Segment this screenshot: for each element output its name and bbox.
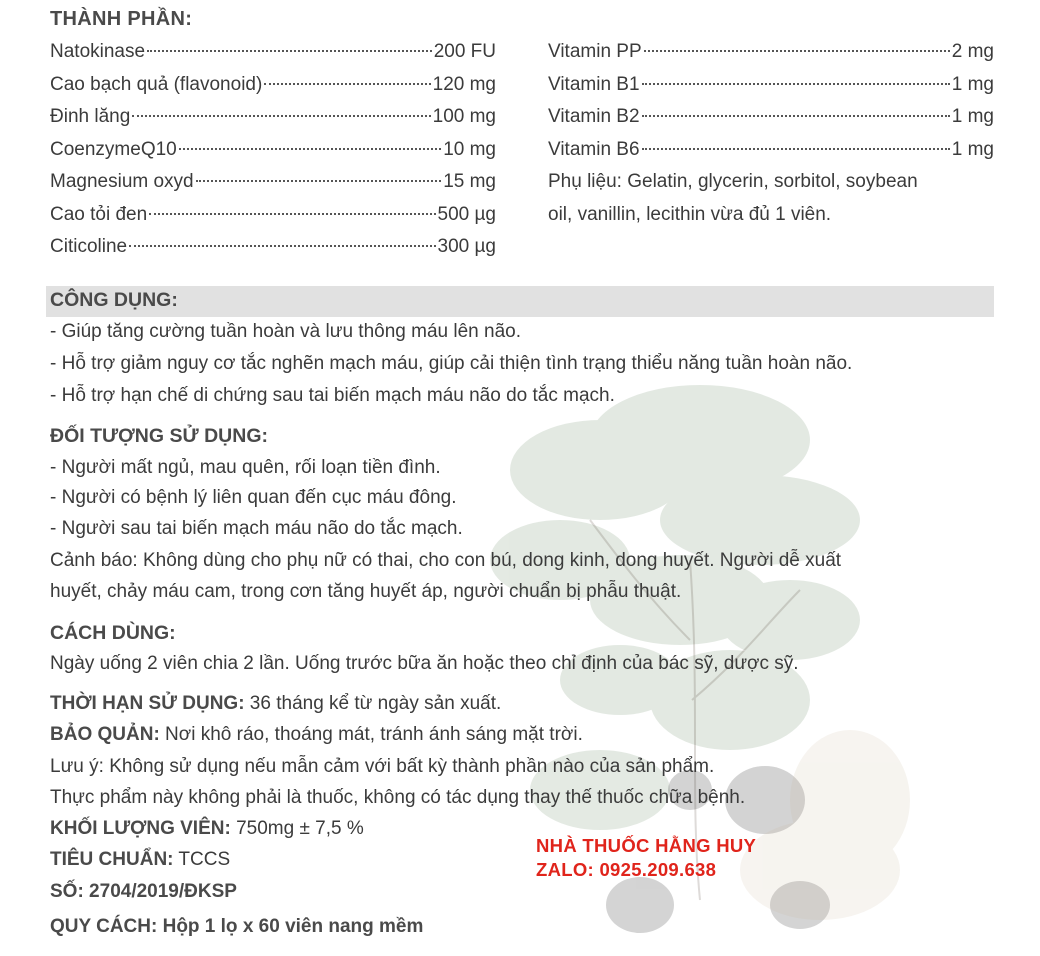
ingredient-row xyxy=(50,101,496,134)
users-item: - Người mất ngủ, mau quên, rối loạn tiền đình. xyxy=(50,457,441,478)
excipient-line: Phụ liệu: Gelatin, glycerin, sorbitol, soybean xyxy=(548,171,918,192)
excipient-line: oil, vanillin, lecithin vừa đủ 1 viên. xyxy=(548,203,832,225)
leader-dots xyxy=(129,245,435,247)
ingredient-name: Citicoline xyxy=(50,236,128,257)
ingredient-name: Cao bạch quả (flavonoid) xyxy=(50,73,263,95)
ingredient-amount: 100 mg xyxy=(432,106,496,127)
ingredient-name: Magnesium oxyd xyxy=(50,171,194,192)
ingredient-row xyxy=(548,36,994,69)
ingredient-amount: 120 mg xyxy=(432,73,496,95)
storage-value: Nơi khô ráo, thoáng mát, tránh ánh sáng mặt trời. xyxy=(159,724,583,745)
storage xyxy=(50,724,583,746)
leader-dots xyxy=(642,115,950,117)
capsule-weight-value: 750mg ± 7,5 % xyxy=(230,818,364,839)
ingredient-row xyxy=(548,134,994,167)
storage-label: BẢO QUẢN: xyxy=(50,724,160,745)
note-line: Thực phẩm này không phải là thuốc, không có tác dụng thay thế thuốc chữa bệnh. xyxy=(50,787,746,808)
ingredient-amount: 15 mg xyxy=(443,171,496,192)
ingredient-row xyxy=(50,199,496,232)
ingredient-row xyxy=(50,231,496,264)
uses-item: - Giúp tăng cường tuần hoàn và lưu thông máu lên não. xyxy=(50,321,521,342)
ingredient-amount: 300 µg xyxy=(437,236,496,257)
ingredient-name: Cao tỏi đen xyxy=(50,203,148,225)
pharmacy-zalo: ZALO: 0925.209.638 xyxy=(536,859,717,880)
ingredient-amount: 1 mg xyxy=(951,73,994,95)
uses-item: - Hỗ trợ giảm nguy cơ tắc nghẽn mạch máu, giúp cải thiện tình trạng thiểu năng tuần hoàn não. xyxy=(50,353,853,374)
ingredient-name: Vitamin B6 xyxy=(548,138,640,160)
ingredient-row xyxy=(50,69,496,102)
users-item: - Người sau tai biến mạch máu não do tắc mạch. xyxy=(50,518,463,539)
ingredient-amount: 10 mg xyxy=(443,138,496,160)
ingredients-right-column xyxy=(548,36,994,231)
ingredient-amount: 2 mg xyxy=(951,41,994,62)
leader-dots xyxy=(642,83,950,85)
standard-label: TIÊU CHUẨN: xyxy=(50,849,174,870)
ingredient-amount: 200 FU xyxy=(433,41,496,62)
ingredients-heading: THÀNH PHẦN: xyxy=(50,8,193,30)
dosage-heading: CÁCH DÙNG: xyxy=(50,622,176,644)
leader-dots xyxy=(179,148,441,150)
leader-dots xyxy=(264,83,430,85)
excipient-text xyxy=(548,166,998,231)
registration-number xyxy=(50,881,237,903)
packaging xyxy=(50,916,423,938)
users-heading: ĐỐI TƯỢNG SỬ DỤNG: xyxy=(50,425,268,447)
shelf-life-label: THỜI HẠN SỬ DỤNG: xyxy=(50,693,245,714)
ingredient-row xyxy=(50,134,496,167)
registration-label: SỐ: 2704/2019/ĐKSP xyxy=(50,881,237,902)
ingredient-amount: 500 µg xyxy=(437,203,496,225)
leader-dots xyxy=(196,180,442,182)
ingredient-row xyxy=(50,36,496,69)
capsule-weight-label: KHỐI LƯỢNG VIÊN: xyxy=(50,818,231,839)
standard xyxy=(50,849,230,871)
ingredient-row xyxy=(548,69,994,102)
users-item: - Người có bệnh lý liên quan đến cục máu đông. xyxy=(50,487,457,508)
ingredients-left-column xyxy=(50,36,496,264)
uses-heading: CÔNG DỤNG: xyxy=(50,289,178,311)
leader-dots xyxy=(147,50,432,52)
ingredient-name: Vitamin PP xyxy=(548,41,642,62)
leader-dots xyxy=(149,213,435,215)
shelf-life-value: 36 tháng kể từ ngày sản xuất. xyxy=(244,693,502,714)
warning-line: Cảnh báo: Không dùng cho phụ nữ có thai, cho con bú, dong kinh, dong huyết. Người dễ xuất xyxy=(50,550,842,571)
capsule-weight xyxy=(50,818,364,840)
uses-heading-band xyxy=(46,286,994,317)
shelf-life xyxy=(50,693,501,715)
standard-value: TCCS xyxy=(173,849,231,870)
leader-dots xyxy=(644,50,950,52)
warning-line: huyết, chảy máu cam, trong cơn tăng huyết áp, người chuẩn bị phẫu thuật. xyxy=(50,581,682,602)
ingredient-amount: 1 mg xyxy=(951,138,994,160)
leader-dots xyxy=(642,148,950,150)
note-line: Lưu ý: Không sử dụng nếu mẫn cảm với bất kỳ thành phần nào của sản phẩm. xyxy=(50,756,715,777)
ingredient-name: Vitamin B1 xyxy=(548,73,640,95)
ingredient-row xyxy=(50,166,496,199)
ingredient-name: Natokinase xyxy=(50,41,146,62)
dosage-text: Ngày uống 2 viên chia 2 lần. Uống trước bữa ăn hoặc theo chỉ định của bác sỹ, dược sỹ. xyxy=(50,653,799,674)
ingredient-row xyxy=(548,101,994,134)
leader-dots xyxy=(132,115,430,117)
ingredient-amount: 1 mg xyxy=(951,106,994,127)
ingredient-name: CoenzymeQ10 xyxy=(50,138,177,160)
ingredient-name: Vitamin B2 xyxy=(548,106,640,127)
ingredient-name: Đinh lăng xyxy=(50,106,131,127)
packaging-label: QUY CÁCH: Hộp 1 lọ x 60 viên nang mềm xyxy=(50,916,424,937)
uses-item: - Hỗ trợ hạn chế di chứng sau tai biến mạch máu não do tắc mạch. xyxy=(50,385,615,406)
pharmacy-name: NHÀ THUỐC HẰNG HUY xyxy=(536,835,757,856)
